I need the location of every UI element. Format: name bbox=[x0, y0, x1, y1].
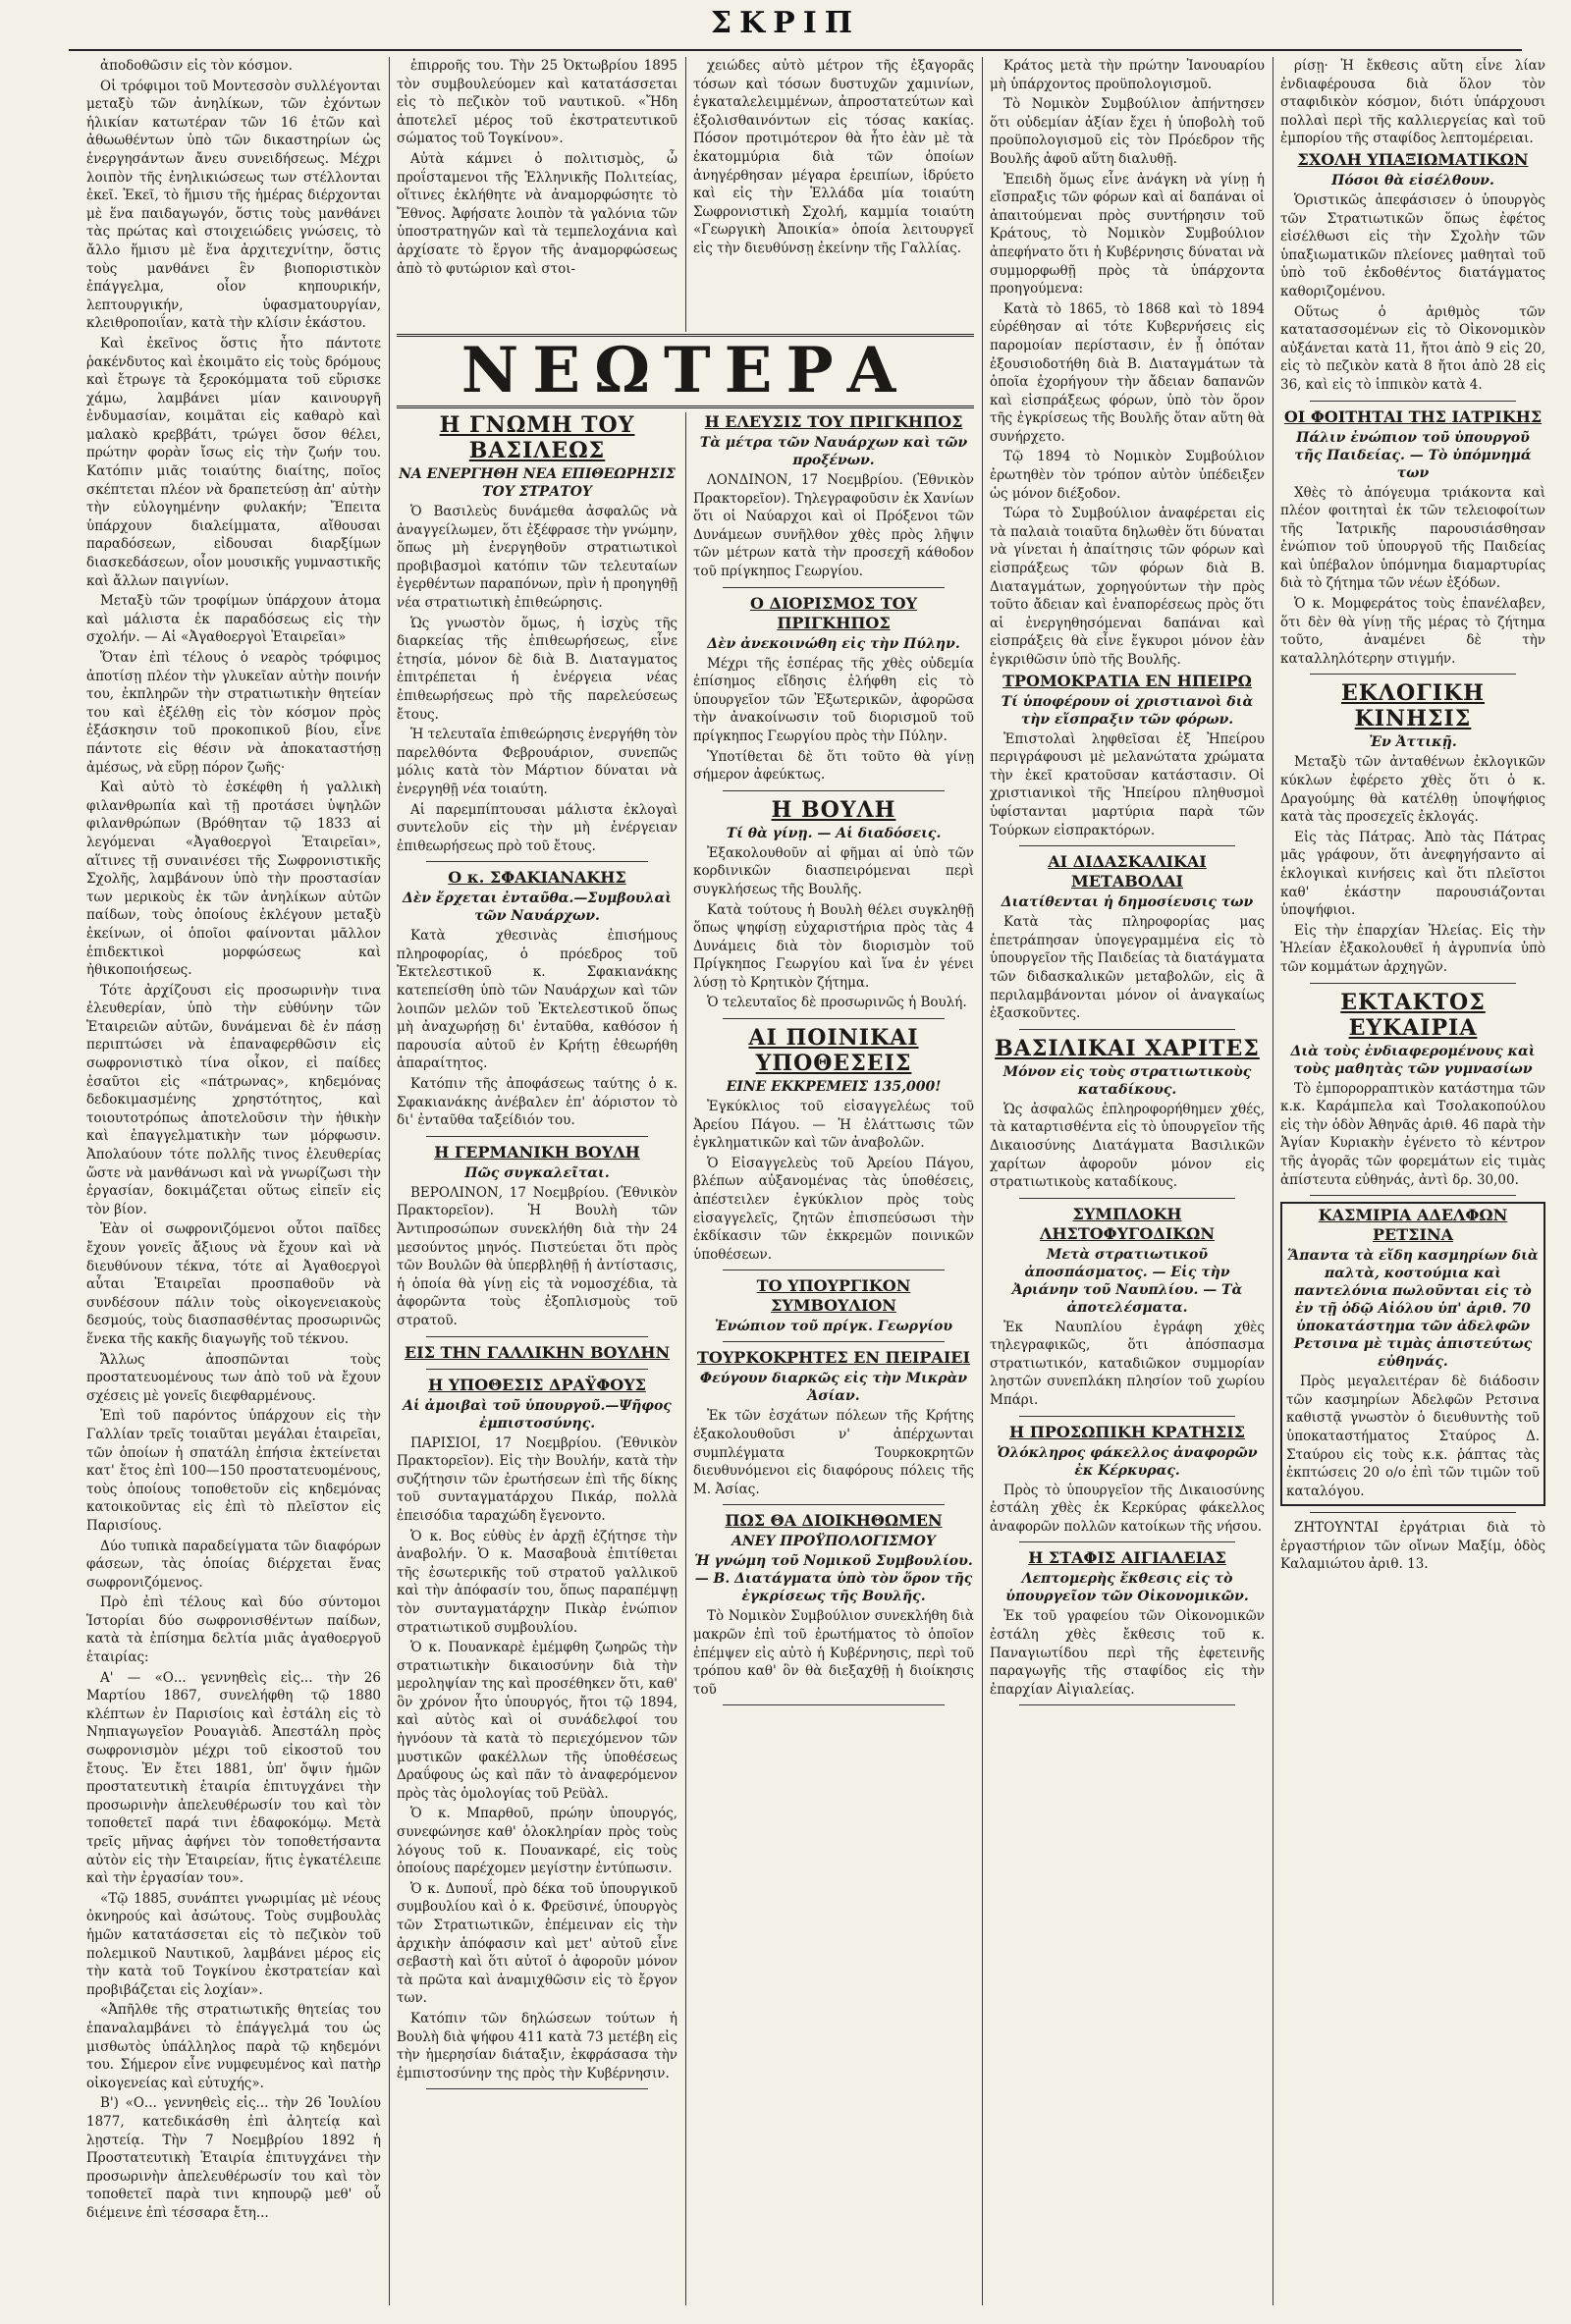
article-headline: ΒΑΣΙΛΙΚΑΙ ΧΑΡΙΤΕΣ bbox=[995, 1035, 1260, 1061]
article-poin bbox=[693, 1025, 974, 1264]
article-divider bbox=[723, 1018, 945, 1019]
article-divider bbox=[426, 1336, 648, 1337]
article-divider bbox=[1019, 845, 1235, 846]
paragraph: Τώρα τὸ Συμβούλιον ἀναφέρεται εἰς τὰ παλαιὰ τοιαῦτα δηλωθὲν ὅτι δύναται νὰ γίνεται ἡ ἀπαίτησις τῶν φόρων καὶ εἰσπράξεως τῶν φόρων διὰ Β. Διαταγμάτων, χορηγούντων τὴν πρὸς τοῦτο ἄδειαν καὶ ἐναπορέσεως πρὸς ὅτι αἱ ἐνεργηθησόμεναι δαπάναι καὶ εἰσπράξεις θὰ εἶνε ἔγκυροι μόνον ἐὰν ἐγκριθῶσιν ὑπὸ τῆς Βουλῆς. bbox=[990, 506, 1265, 668]
article-divider bbox=[723, 1704, 945, 1705]
paragraph: Μεταξὺ τῶν τροφίμων ὑπάρχουν ἀτομα καὶ μάλιστα ἐκ παραδόσεως εἰς τὴν σχολήν. — Αἱ «Ἀγαθοεργοὶ Ἑταιρεῖαι» bbox=[86, 593, 381, 646]
article-divider bbox=[1310, 401, 1516, 402]
article-paragraph: Ἐγκύκλιος τοῦ εἰσαγγελέως τοῦ Ἀρείου Πάγου. — Ἡ ἐλάττωσις τῶν ἐγκληματικῶν καὶ τῶν ἀναβολῶν. bbox=[693, 1099, 974, 1152]
paragraph: χειώδες αὐτὸ μέτρον τῆς ἐξαγορᾶς τόσων καὶ τόσων δυστυχῶν χαμινίων, ἐγκαταλελειμμένων, ἀπροστατεύτων καὶ ἐξολισθαινόντων εἰς τόσας κακίας. Πόσον προτιμότερον θὰ ἦτο ἐὰν μὲ τὰ ἑκατομμύρια διὰ τῶν ὁποίων ἀνηγέρθησαν μέγαρα ἐρειπίων, ἱδρύετο καὶ εἰς τὴν Ἑλλάδα μία τοιαύτη Σωφρονιστικὴ Σχολή, καμμία τοιαύτη «Γεωργικὴ Ἀποικία» ὁποία λειτουργεῖ εἰς τὴν διευθύνσῃ ἐκείνην τῆς Γαλλίας. bbox=[693, 58, 974, 256]
article-ekt bbox=[1280, 990, 1545, 1190]
article-headline: ΤΡΟΜΟΚΡΑΤΙΑ ΕΝ ΗΠΕΙΡΩ bbox=[1002, 671, 1252, 690]
article-paragraph: Εἰς τὰς Πάτρας. Ἀπὸ τὰς Πάτρας μᾶς γράφουν, ὅτι ἀνεφηγήσαντο αἱ ἐκλογικαὶ κινήσεις καὶ ὅτι πλεῖστοι καθ' ἑκάστην παρουσιάζονται ὑποψήφιοι. bbox=[1280, 829, 1545, 919]
article-vas bbox=[990, 1036, 1265, 1192]
article-subhead: Πάλιν ἐνώπιον τοῦ ὑπουργοῦ τῆς Παιδείας. — Τὸ ὑπόμνημά των bbox=[1294, 429, 1532, 481]
article-voul bbox=[693, 797, 974, 1012]
article-divider bbox=[426, 2088, 648, 2089]
article-subhead: Τί ὑποφέρουν οἱ χριστιανοὶ διὰ τὴν εἴσπραξιν τῶν φόρων. bbox=[1001, 693, 1254, 728]
article-paragraph: Ὡς γνωστὸν ὅμως, ἡ ἰσχὺς τῆς διαρκείας τῆς ἐπιθεωρήσεως, εἶνε ἐτησία, μόνον δὲ διὰ Β. Διαταγματος ἐπιτρέπεται ἡ ἐνέργεια νέας ἐπιθεωρήσεως πρὸ τῆς παρελεύσεως ἔτους. bbox=[397, 615, 677, 723]
article-divider bbox=[1019, 1416, 1235, 1417]
article-paragraph: Ὁ Εἰσαγγελεὺς τοῦ Ἀρείου Πάγου, βλέπων αὐξανομένας τὰς ὑποθέσεις, ἀπέστειλεν ἐγκύκλιον πρὸς τοὺς εἰσαγγελεῖς, ζητῶν ἐπισπεύσωσι τὴν ἐκδίκασιν τῶν ἐκκρεμῶν ποινικῶν ὑποθέσεων. bbox=[693, 1155, 974, 1263]
article-sympl bbox=[990, 1205, 1265, 1410]
article-headline: ΣΥΜΠΛΟΚΗ ΛΗΣΤΟΦΥΓΟΔΙΚΩΝ bbox=[1039, 1204, 1215, 1243]
article-headline: Ο ΔΙΟΡΙΣΜΟΣ ΤΟΥ ΠΡΙΓΚΗΠΟΣ bbox=[750, 593, 917, 632]
column-3-top bbox=[693, 57, 974, 332]
article-divider bbox=[1310, 983, 1516, 984]
article-paragraph: Ὁ κ. Βος εὑθὺς ἐν ἀρχῇ ἐζήτησε τὴν ἀναβολήν. Ὁ κ. Μασαβουὰ ἐπιτίθεται τῆς ἐσωτερικῆς τοῦ στρατοῦ γαλλικοῦ καὶ τὴν ἀπόφασίν του, ὅπως παραπέμψῃ τὸν συνταγματάρχην Πικὰρ ἐνώπιον στρατιωτικοῦ συμβουλίου. bbox=[397, 1528, 677, 1636]
article-headline: ΠΩΣ ΘΑ ΔΙΟΙΚΗΘΩΜΕΝ bbox=[725, 1511, 943, 1531]
article-headline: Η ΣΤΑΦΙΣ ΑΙΓΙΑΛΕΙΑΣ bbox=[1028, 1548, 1226, 1568]
article-subhead: Δὲν ἀνεκοινώθη εἰς τὴν Πύλην. bbox=[707, 635, 960, 652]
paragraph: Β') «Ο... γεννηθεὶς εἰς... τὴν 26 Ἰουλίου 1877, κατεδικάσθη ἐπὶ ἀλητείᾳ καὶ λῃστείᾳ. Τὴν 7 Νοεμβρίου 1892 ἡ Προστατευτικὴ Ἑταιρία ἐπιτυγχάνει τὴν προσωρινὴν ἀπελευθέρωσίν του καὶ τὸν τοποθετεῖ παρὰ τινι κηπουρῷ μεθ' οὗ διέμεινε ἐπὶ τέσσαρα ἔτη... bbox=[86, 2095, 381, 2221]
article-drey bbox=[397, 1376, 677, 2083]
paragraph: Πρὸ ἐπὶ τέλους καὶ δύο σύντομοι Ἱστορίαι δύο σωφρονισθέντων παίδων, κατὰ τὰ ἐπίσημα δελτία μιᾶς ἀγαθοεργοῦ ἑταιρίας: bbox=[86, 1594, 381, 1666]
article-trom bbox=[990, 672, 1265, 840]
article-symv bbox=[693, 1276, 974, 1335]
article-subhead: Διὰ τοὺς ἐνδιαφερομένους καὶ τοὺς μαθητὰς τῶν γυμνασίων bbox=[1290, 1043, 1536, 1077]
paragraph: Ὅταν ἐπὶ τέλους ὁ νεαρὸς τρόφιμος ἀποτίσῃ πλέον τὴν γλυκεῖαν αὐτὴν ποινήν του, ἐκπληρῶν τὴν στρατιωτικὴν θητείαν του καὶ ἐξέλθῃ εἰς τὸν κόσμον πρὸς ἐξάσκησιν τοῦ προκοπικοῦ βίου, εἶνε πάντοτε εἰς θέσιν νὰ ἀποκαταστήσῃ ἀμέσως, νὰ εὕρῃ πόρον ζωῆς· bbox=[86, 650, 381, 776]
paragraph: Ἄλλως ἀποσπῶνται τοὺς προστατευομένους των ἀπὸ τοῦ νὰ ἔχουν σχέσεις μὲ γονεῖς διεφθαρμένους. bbox=[86, 1351, 381, 1404]
article-sfak bbox=[397, 868, 677, 1130]
article-divider bbox=[426, 861, 648, 862]
paragraph: Κράτος μετὰ τὴν πρώτην Ἰανουαρίου μὴ ὑπάρχοντος προϋπολογισμοῦ. bbox=[990, 58, 1265, 92]
article-divider bbox=[1019, 1198, 1235, 1199]
column-3-news bbox=[693, 412, 974, 2305]
paragraph: Τότε ἀρχίζουσι εἰς προσωρινὴν τινα ἐλευθερίαν, ὑπὸ τὴν εὐθύνην τῶν Ἑταιρειῶν αὐτῶν, δυνάμεναι δὲ ἐν πάσῃ περιπτώσει νὰ ἐπαναφερθῶσιν εἰς σωφρονιστικὸ τίνα οἶκον, εἰ παίδες ἐσαῦτοι εἰς «πάτρωνας», κηδεμόνας δεδοκιμασμένης χρηστότητος, καὶ τοιουτοτρόπως ἀποτελοῦσιν τὴν ἠθικὴν καὶ ἐπαγγελματικὴν των μόρφωσιν. Ἀπολαύουν τότε πολλῆς τινος ἐλευθερίας ὥστε νὰ μανθάνωσι καὶ νὰ γνωρίζωσι τὴν ἐργασίαν, δοκιμάζεται οὕτως εἰπεῖν εἰς τὸν βίον. bbox=[86, 982, 381, 1217]
article-did bbox=[990, 852, 1265, 1023]
article-paragraph: Ὁ Βασιλεὺς δυνάμεθα ἀσφαλῶς νὰ ἀναγγείλωμεν, ὅτι ἐξέφρασε τὴν γνώμην, ὅπως μὴ ἐνεργηθοῦν στρατιωτικοὶ προβιβασμοὶ κατόπιν τῶν τελευταίων ἐγερθέντων παραπόνων, πρὶν ἡ προηγηθῇ νέα στρατιωτικὴ ἐπιθεώρησις. bbox=[397, 504, 677, 611]
article-subhead: ΑΝΕΥ ΠΡΟΫΠΟΛΟΓΙΣΜΟΥ bbox=[731, 1534, 936, 1550]
article-headline: Η ΓΝΩΜΗ ΤΟΥ ΒΑΣΙΛΕΩΣ bbox=[439, 412, 635, 463]
paragraph: Καὶ αὐτὸ τὸ ἐσκέφθη ἡ γαλλικὴ φιλανθρωπία καὶ τῇ προτάσει ὑψηλῶν φιλανθρώπων (Βρόθηταν τῷ 1833 αἱ λεγόμεναι «Ἀγαθοεργοὶ Ἑταιρεῖαι», αἵτινες τῇ συναινέσει τῆς Σωφρονιστικῆς Σχολῆς, λαμβάνουν ὑπὸ τὴν προστασίαν των μερικοὺς ἐκ τῶν ἀνηλίκων αὐτῶν παίδων, τοὺς ὁποίους ἐκλέγουν μεταξὺ ἐκείνων, οἱ ὁποῖοι φαίνονται μᾶλλον ἐπιδεκτικοὶ μορφώσεως καὶ ἠθικοποιήσεως. bbox=[86, 780, 381, 979]
article-paragraph: Χθὲς τὸ ἀπόγευμα τριάκοντα καὶ πλέον φοιτηταὶ ἐκ τῶν τελειοφοίτων τῆς Ἰατρικῆς παρουσιάσθησαν ἐνώπιον τοῦ ὑπουργοῦ τῆς Παιδείας καὶ ὑπέβαλον ὑπόμνημα διαμαρτυρίας διὰ τὸ ζήτημα τῶν νέων ἐξόδων. bbox=[1280, 484, 1545, 592]
article-paragraph: Κατὰ χθεσινὰς ἐπισήμους πληροφορίας, ὁ πρόεδρος τοῦ Ἐκτελεστικοῦ κ. Σφακιανάκης κατεπείσθη ὑπὸ τῶν Ναυάρχων καὶ τῶν λοιπῶν μελῶν τοῦ Ἐκτελεστικοῦ ὅπως μὴ ἀναχωρήσῃ δι' ἐνταῦθα, καθόσον ἡ παρουσία αὐτοῦ ἐν Κρήτῃ ἐθεωρήθη ἀπαραίτητος. bbox=[397, 928, 677, 1072]
article-paragraph: Οὕτως ὁ ἀριθμὸς τῶν κατατασσομένων εἰς τὸ Οἰκονομικὸν αὐξάνεται κατὰ 11, ἤτοι ἀπὸ 9 εἰς 20, εἰς τὸ πεζικὸν κατὰ 8 ἤτοι ἀπὸ 28 εἰς 36, καὶ εἰς τὸ ἱππικὸν κατὰ 4. bbox=[1280, 303, 1545, 393]
article-headline: ΕΚΤΑΚΤΟΣ ΕΥΚΑΙΡΙΑ bbox=[1340, 989, 1486, 1041]
article-headline: Η ΕΛΕΥΣΙΣ ΤΟΥ ΠΡΙΓΚΗΠΟΣ bbox=[704, 412, 963, 431]
article-subhead: Διατίθενται ἡ δημοσίευσις των bbox=[1001, 894, 1254, 911]
article-divider bbox=[723, 1504, 945, 1505]
article-headline: ΑΙ ΔΙΔΑΣΚΑΛΙΚΑΙ ΜΕΤΑΒΟΛΑΙ bbox=[1048, 852, 1207, 892]
article-subhead: Ὁλόκληρος φάκελλος ἀναφορῶν ἐκ Κέρκυρας. bbox=[997, 1444, 1258, 1479]
article-pros bbox=[990, 1423, 1265, 1537]
paragraph: «Ἀπῆλθε τῆς στρατιωτικῆς θητείας του ἐπαναλαμβάνει τὸ ἐπάγγελμά του ὡς μισθωτὸς ὑπάλληλος παρὰ τῷ κηδεμόνι του. Σήμερον εἶνε νυμφευμένος καὶ πατὴρ οἰκογενείας καὶ εὐτυχής». bbox=[86, 2002, 381, 2091]
article-subhead: Ἐνώπιον τοῦ πρίγκ. Γεωργίου bbox=[714, 1319, 953, 1335]
article-paragraph: Ὑποτίθεται δὲ ὅτι τοῦτο θὰ γίνῃ σήμερον ἀφεύκτως. bbox=[693, 748, 974, 784]
article-prig bbox=[693, 412, 974, 581]
banner-neotera: ΝΕΩΤΕΡΑ bbox=[397, 334, 974, 408]
article-tourk bbox=[693, 1348, 974, 1498]
classified-ad: ΖΗΤΟΥΝΤΑΙ ἐργάτριαι διὰ τὸ ἐργαστήριον τῶν οἴνων Μαξίμ, ὁδὸς Καλαμιώτου ἀριθ. 13. bbox=[1280, 1520, 1545, 1573]
paragraph: ἀποδοθῶσιν εἰς τὸν κόσμον. bbox=[100, 58, 293, 74]
article-headline: ΤΟ ΥΠΟΥΡΓΙΚΟΝ ΣΥΜΒΟΥΛΙΟΝ bbox=[756, 1276, 911, 1316]
article-subhead: Αἱ ἀμοιβαὶ τοῦ ὑπουργοῦ.—Ψῆφος ἐμπιστοσύνης. bbox=[403, 1397, 672, 1432]
article-paragraph: Μέχρι τῆς ἑσπέρας τῆς χθὲς οὐδεμία ἐπίσημος εἴδησις ἐλήφθη εἰς τὸ ὑπουργεῖον τῶν Ἐξωτερικῶν, ἀφορῶσα τὴν ἀνακοίνωσιν τοῦ διορισμοῦ τοῦ πρίγκηπος Γεωργίου πρὸς τὴν Πύλην. bbox=[693, 655, 974, 744]
article-headline: ΑΙ ΠΟΙΝΙΚΑΙ ΥΠΟΘΕΣΕΙΣ bbox=[748, 1025, 919, 1077]
article-paragraph: Πρὸς μεγαλειτέραν δὲ διάδοσιν τῶν κασμηρίων Ἀδελφῶν Ρετσινα καθιστᾷ γνωστὸν ὁ διευθυντὴς τοῦ ὑποκαταστήματος Σταύρος Δ. Σταύρου εἰς τοὺς κ.κ. ῥάπτας τὰς ἐκπτώσεις 20 ο/ο ἐπὶ τῶν τιμῶν τοῦ καταλόγου. bbox=[1286, 1374, 1540, 1499]
article-subhead: Δὲν ἔρχεται ἐνταῦθα.—Συμβουλαὶ τῶν Ναυάρχων. bbox=[402, 891, 673, 925]
article-divider bbox=[1019, 1029, 1235, 1030]
paragraph: Αὐτὰ κάμνει ὁ πολιτισμὸς, ὦ προΐσταμενοι τῆς Ἑλληνικῆς Πολιτείας, οἵτινες ἐκλήθητε νὰ ἀναμορφώσητε τὸ Ἔθνος. Ἀφήσατε λοιπὸν τὰ γαλόνια τῶν ὑποστρατηγῶν καὶ τὰ τεμπελοχάνια καὶ ἀρχίσατε τὸ ἔργον τῆς ἀναμορφώσεως ἀπὸ τὸ φυτώριον καὶ στοι- bbox=[397, 150, 677, 277]
article-paragraph: Ἐξακολουθοῦν αἱ φῆμαι αἱ ὑπὸ τῶν κορδινικῶν διασπειρόμεναι περὶ συγκλήσεως τῆς Βουλῆς. bbox=[693, 844, 974, 897]
article-headline: ΕΙΣ ΤΗΝ ΓΑΛΛΙΚΗΝ ΒΟΥΛΗΝ bbox=[404, 1342, 671, 1362]
article-paragraph: ΠΑΡΙΣΙΟΙ, 17 Νοεμβρίου. (Ἑθνικὸν Πρακτορεῖον). Εἰς τὴν Βουλήν, κατὰ τὴν συζήτησιν τῶν ἐρωτήσεων ἐπὶ τῆς δίκης τοῦ συνταγματάρχου Πικάρ, πολλὰ ἐπεισόδια ταραχώδη ἔγενοντο. bbox=[397, 1434, 677, 1524]
article-paragraph: Ὁ κ. Πουανκαρὲ ἐμέμφθη ζωηρῶς τὴν στρατιωτικὴν δικαιοσύνην διὰ τὴν μεροληψίαν της καὶ προσέθηκεν ὅτι, καθ' ὃν χρόνον ἦτο ὑπουργός, ἤτοι τῷ 1894, καὶ αὐτὸς καὶ οἱ συνάδελφοί του ἠγνόουν τὰ κατὰ τὸ περιεχόμενον τῶν μυστικῶν φακέλλων τῆς ὑποθέσεως Δραΰφους ὡς καὶ πᾶν τὸ ἀναφερόμενον πρὸς τὰς ὁμολογίας τοῦ Ρεϋὰλ. bbox=[397, 1640, 677, 1802]
column-divider bbox=[389, 57, 390, 2305]
article-subhead: Λεπτομερὴς ἔκθεσις εἰς τὸ ὑπουργεῖον τῶν Οἰκονομικῶν. bbox=[1005, 1571, 1249, 1605]
article-subhead: ΝΑ ΕΝΕΡΓΗΘΗ ΝΕΑ ΕΠΙΘΕΩΡΗΣΙΣ ΤΟΥ ΣΤΡΑΤΟΥ bbox=[399, 466, 676, 500]
article-paragraph: Τὸ ἐμπορορραπτικὸν κατάστημα τῶν κ.κ. Καράμπελα καὶ Τσολακοπούλου εἰς τὴν ὁδὸν Ἀθηνᾶς ἀριθ. 46 παρὰ τὴν Ἁγίαν Κυριακὴν ἐγένετο τὸ κέντρον τῆς ἀγορᾶς τῶν φορεμάτων εἰς τιμὰς ἀπίστευτα εὐθηνάς, ἀντὶ δρ. 30,00. bbox=[1280, 1080, 1545, 1188]
article-divider bbox=[1019, 1541, 1235, 1542]
article-foit bbox=[1280, 407, 1545, 669]
article-gnome bbox=[397, 412, 677, 855]
article-gall bbox=[397, 1343, 677, 1363]
paragraph: Δύο τυπικὰ παραδείγματα τῶν διαφόρων φάσεων, τὰς ὁποίας διέρχεται ἕνας σωφρονιζόμενος. bbox=[86, 1538, 381, 1591]
article-ekl bbox=[1280, 680, 1545, 976]
column-divider bbox=[982, 57, 983, 2305]
article-paragraph: ΒΕΡΟΛΙΝΟΝ, 17 Νοεμβρίου. (Ἑθνικὸν Πρακτορεῖον). Ἡ Βουλὴ τῶν Ἀντιπροσώπων συνεκλήθη διὰ τὴν 24 μεσούντος μηνός. Πιστεύεται ὅτι πρὸς τῶν Βουλῶν θὰ ὑπερβληθῇ ἡ ἀντίστασις, ἡ ὁποία θὰ γίνῃ εἰς τὰ νομοσχέδια, τὰ ἀφορῶντα τοὺς ἐξοπλισμοὺς τοῦ στρατοῦ. bbox=[397, 1184, 677, 1328]
article-headline: ΚΑΣΜΙΡΙΑ ΑΔΕΛΦΩΝ ΡΕΤΣΙΝΑ bbox=[1318, 1206, 1508, 1245]
article-paragraph: Εἰς τὴν ἐπαρχίαν Ἠλείας. Εἰς τὴν Ἠλείαν ἐξακολουθεῖ ἡ ἀγρυπνία ὑπὸ τῶν κομμάτων ἀρχηγῶν. bbox=[1280, 922, 1545, 975]
article-divider bbox=[1019, 1704, 1235, 1705]
article-paragraph: Ὁ κ. Δυπουΐ, πρὸ δέκα τοῦ ὑπουργικοῦ συμβουλίου καὶ ὁ κ. Φρεϋσινέ, ὑπουργὸς τῶν Στρατιωτικῶν, ἐπέμειναν εἰς τὴν ἀρχικὴν ἀπόφασιν καὶ μετ' αὐτοῦ εἶνε σεβαστὴ καὶ ὅτι αὐτοῖ ὁ ἀφοροῦν μόνον τὰ πρῶτα καὶ ἀναμιχθῶσιν εἰς τὸ ἔργον των. bbox=[397, 1880, 677, 2007]
article-subhead: Τὰ μέτρα τῶν Ναυάρχων καὶ τῶν προξένων. bbox=[699, 435, 968, 468]
article-headline: Η ΥΠΟΘΕΣΙΣ ΔΡΑΫΦΟΥΣ bbox=[428, 1375, 646, 1394]
article-subhead: Ἐν Ἀττικῇ. bbox=[1369, 734, 1457, 751]
article-divider bbox=[723, 587, 945, 588]
paragraph: ρίσῃ· Ἡ ἔκθεσις αὕτη εἶνε λίαν ἐνδιαφέρουσα διὰ ὅλον τὸν σταφιδικὸν κόσμον, διότι ὑπάρχουσι πολλαὶ περὶ τῆς καλλιεργείας καὶ τοῦ ἐμπορίου τῆς σταφίδος λεπτομέρειαι. bbox=[1280, 58, 1545, 147]
column-divider bbox=[685, 57, 686, 332]
article-staf bbox=[990, 1548, 1265, 1699]
masthead-rule bbox=[69, 49, 1522, 51]
article-headline: ΕΚΛΟΓΙΚΗ ΚΙΝΗΣΙΣ bbox=[1341, 680, 1485, 732]
article-divider bbox=[426, 1369, 648, 1370]
article-paragraph: Κατόπιν τῆς ἀποφάσεως ταύτης ὁ κ. Σφακιανάκης ἀνέβαλεν ἐπ' ἀόριστον τὸ δι' ἐνταῦθα ταξείδιόν του. bbox=[397, 1076, 677, 1129]
article-subhead: Πόσοι θὰ εἰσέλθουν. bbox=[1331, 172, 1494, 189]
article-headline: Ο κ. ΣΦΑΚΙΑΝΑΚΗΣ bbox=[448, 868, 626, 888]
article-headline: ΣΧΟΛΗ ΥΠΑΞΙΩΜΑΤΙΚΩΝ bbox=[1297, 149, 1529, 169]
paragraph: Καὶ ἐκεῖνος ὅστις ἦτο πάντοτε ῥακένδυτος καὶ ἐκοιμᾶτο εἰς τοὺς δρόμους καὶ ἔτρωγε τὰ ξεροκόμματα τοῦ εὕρισκε χάμω, λαμβάνει μίαν καινουργῆ ἐνδυμασίαν, κοιμᾶται εἰς καθαρὸ καὶ μαλακὸ κρεββάτι, τρώγει ὅσον θέλει, πρώτην φορὰν ἴσως εἰς τὴν ζωήν του. Κατόπιν μιᾶς τοιαύτης διαίτης, ποῖος σκέπτεται πλέον νὰ δραπετεύσῃ ἀπ' αὐτὴν τὴν εὐλογημένην φυλακήν; Ἔπειτα ὑπάρχουν διαλείμματα, αἴθουσαι παραδόσεων, εἰδουσαι διαρξίμων διασκεδάσεων, οἷον μουσικῆς γυμναστικῆς καὶ ἄλλων παιγνίων. bbox=[86, 335, 381, 589]
article-subhead: ΕΙΝΕ ΕΚΚΡΕΜΕΙΣ 135,000! bbox=[726, 1079, 942, 1096]
column-1 bbox=[86, 57, 381, 2305]
article-headline: Η ΠΡΟΣΩΠΙΚΗ ΚΡΑΤΗΣΙΣ bbox=[1009, 1422, 1245, 1441]
paragraph: ἐπιρροῆς του. Τὴν 25 Ὀκτωβρίου 1895 τὸν συμβουλεύομεν καὶ κατατάσσεται εἰς τὸ πεζικὸν τοῦ ναυτικοῦ. «Ἤδη ἀποτελεῖ μέρος τοῦ ἐκστρατευτικοῦ σώματος τοῦ Τογκίνου». bbox=[397, 58, 677, 147]
article-subhead: Μόνον εἰς τοὺς στρατιωτικοὺς καταδίκους. bbox=[1002, 1063, 1252, 1098]
article-dioik bbox=[693, 1511, 974, 1699]
paragraph: «Τῷ 1885, συνάπτει γνωριμίας μὲ νέους ὀκνηρούς καὶ ἀσώτους. Τοὺς συμβουλὰς ἡμῶν κατατάσσεται εἰς τὸ πεζικὸν τοῦ πολεμικοῦ Ναυτικοῦ, λαμβάνει μέρος εἰς τὴν κατὰ τοῦ Τογκίνου ἐκστρατείαν καὶ προβιβάζεται εἰς λοχίαν». bbox=[86, 1890, 381, 1998]
article-paragraph: Τὸ Νομικὸν Συμβούλιον συνεκλήθη διὰ μακρῶν ἐπὶ τοῦ ἐρωτήματος τὸ ὁποῖον ἐπέμψεν εἰς αὐτὸ ἡ Κυβέρνησις, περὶ τοῦ τρόπου καθ' ὃν θὰ διεξαχθῇ ἡ διοίκησις τοῦ bbox=[693, 1608, 974, 1698]
paragraph: Ἐπειδὴ ὅμως εἶνε ἀνάγκη νὰ γίνῃ ἡ εἴσπραξις τῶν φόρων καὶ αἱ δαπάναι οἱ ἀπαιτούμεναι πρὸς συντήρησιν τοῦ Κράτους, τὸ Νομικὸν Συμβούλιον ἀπεφήνατο ὅτι ἡ Κυβέρνησις δύναται νὰ συμμορφωθῇ πρὸς τὰ ὑπάρχοντα προηγούμενα: bbox=[990, 171, 1265, 297]
article-divider bbox=[1310, 1195, 1516, 1196]
article-headline: ΤΟΥΡΚΟΚΡΗΤΕΣ ΕΝ ΠΕΙΡΑΙΕΙ bbox=[697, 1348, 970, 1368]
article-paragraph: Πρὸς τὸ ὑπουργεῖον τῆς Δικαιοσύνης ἐστάλη χθὲς ἐκ Κερκύρας φάκελλος ἀναφορῶν πολλῶν κατοίκων τῆς νήσου. bbox=[990, 1482, 1265, 1535]
paragraph: Ἐπὶ τοῦ παρόντος ὑπάρχουν εἰς τὴν Γαλλίαν τρεῖς τοιαῦται μεγάλαι ἑταιρεῖαι, τῶν ὁποίων ἡ σπατάλη ἐπήσια ἐκτείνεται κατ' ἔτος ἐπὶ 100—150 προστατευομένους, τοὺς ὁποίους τοποθετοῦν εἰς κηδεμόνας κατοικοῦντας εἰς ἐπὶ τὸ πλεῖστον εἰς Παρισίους. bbox=[86, 1408, 381, 1534]
article-kasm bbox=[1280, 1202, 1545, 1506]
article-dior bbox=[693, 594, 974, 784]
paragraph: Οἱ τρόφιμοι τοῦ Μοντεσσὸν συλλέγονται μεταξὺ τῶν ἀνηλίκων, τῶν ἐχόντων ἡλικίαν κατωτέραν τῶν 16 ἐτῶν καὶ ἀθωωθέντων ὑπὸ τῶν δικαστηρίων ὡς ἐνεργησάντων ἄνευ συνειδήσεως. Μέχρι λοιπὸν τῆς ἐνηλικιώσεως των στέλλονται ἐκεῖ. Ἐκεῖ, τὸ ἥμισυ τῆς ἡμέρας διέρχονται μὲ ἕνα παιδαγωγόν, ὅστις τοὺς μανθάνει τὰς πρώτας καὶ στοιχειώδεις γνώσεις, τὸ ἄλλο ἥμισυ μὲ ἕνα ἀρχιτεχνίτην, ὅστις τοὺς μανθάνει ἓν βιοποριστικὸν ἐπάγγελμα, οἷον κηπουρικήν, λεπτουργικήν, ὑφασματουργίαν, κλειθροποιΐαν, κατὰ τὴν κλίσιν ἑκάστου. bbox=[86, 78, 381, 332]
article-divider bbox=[426, 1136, 648, 1137]
paragraph: Τὸ Νομικὸν Συμβούλιον ἀπήντησεν ὅτι οὐδεμίαν ἀξίαν ἔχει ἡ ὑποβολὴ τοῦ προϋπολογισμοῦ εἰς τὸν Πρόεδρον τῆς Βουλῆς ἀφοῦ αὕτη διαλυθῇ. bbox=[990, 96, 1265, 167]
column-5 bbox=[1280, 57, 1545, 2305]
article-paragraph: Ἐπιστολαὶ ληφθεῖσαι ἐξ Ἠπείρου περιγράφουσι μὲ μελανώτατα χρώματα τὴν ἐκεῖ κρατοῦσαν κατάστασιν. Οἱ χριστιανικοὶ τῆς Ἠπείρου πληθυσμοὶ ὑφίστανται μαρτύρια παρὰ τῶν Τούρκων εἰσπρακτόρων. bbox=[990, 730, 1265, 838]
masthead: ΣΚΡΙΠ bbox=[710, 6, 861, 40]
article-subhead: Πῶς συγκαλεῖται. bbox=[464, 1164, 610, 1181]
article-paragraph: Ἐκ τοῦ γραφείου τῶν Οἰκονομικῶν ἐστάλη χθὲς ἔκθεσις τοῦ κ. Παναγιωτίδου περὶ τῆς ἐφετεινῆς παραγωγῆς τῆς σταφίδος εἰς τὴν ἐπαρχίαν Αἰγιαλείας. bbox=[990, 1608, 1265, 1698]
article-divider bbox=[723, 1341, 945, 1342]
article-subhead: Μετὰ στρατιωτικοῦ ἀποσπάσματος. — Εἰς τὴν Ἀριάνην τοῦ Ναυπλίου. — Τὰ ἀποτελέσματα. bbox=[1011, 1246, 1243, 1316]
article-divider bbox=[1310, 1512, 1516, 1513]
article-headline: Η ΓΕΡΜΑΝΙΚΗ ΒΟΥΛΗ bbox=[434, 1142, 640, 1162]
paragraph: Κατὰ τὸ 1865, τὸ 1868 καὶ τὸ 1894 εὑρέθησαν αἱ τότε Κυβερνήσεις εἰς παρομοίαν περίστασιν, ἐν ᾗ ὁπόταν ἐξουσιοδοτήθη διὰ Β. Διαταγμάτων τὰ ὁποῖα ἐχορήγουν τὴν ἄδειαν δαπανῶν καὶ εἰσπράξεως φόρων, ὑπὸ τὸν ὅρον τῆς ἐγκρίσεως τῆς Βουλῆς ὅταν αὕτη θὰ συνήρχετο. bbox=[990, 300, 1265, 445]
article-sxol bbox=[1280, 150, 1545, 395]
article-germ bbox=[397, 1143, 677, 1330]
article-paragraph: Ὁ τελευταῖος δὲ προσωρινῶς ἡ Βουλή. bbox=[707, 995, 967, 1011]
article-subhead: Ἅπαντα τὰ εἴδη κασμηρίων διὰ παλτὰ, κοστούμια καὶ παντελόνια πωλοῦνται εἰς τὸ ἐν τῇ ὁδῷ Αἰόλου ὑπ' ἀριθ. 70 ὑποκατάστημα τῶν ἀδελφῶν Ρετσινα μὲ τιμὰς ἀπιστεύτως εὐθηνάς. bbox=[1287, 1248, 1539, 1371]
article-subhead: Ἡ γνώμη τοῦ Νομικοῦ Συμβουλίου. — Β. Διατάγματα ὑπὸ τὸν ὅρον τῆς ἐγκρίσεως τῆς Βουλῆς. bbox=[694, 1553, 973, 1605]
paragraph: Α' — «Ο... γεννηθεὶς εἰς... τὴν 26 Μαρτίου 1867, συνελήφθη τῷ 1880 κλέπτων ἐν Παρισίοις καὶ ἐστάλη εἰς τὸ Νηπιαγωγεῖον Ρουαγιὰδ. Ἀπεστάλη πρὸς σωφρονισμὸν μέχρι τοῦ εἰκοστοῦ του ἔτους. Ἐν ἔτει 1881, ὑπ' ὄψιν ἡμῶν προστατευτικὴ ἑταιρία ἐπιτυγχάνει τὴν προσωρινὴν ἀπελευθέρωσίν του καὶ τὸν τοποθετεῖ παρά τινι ἐδαφοκόμῳ. Μετὰ τρεῖς μῆνας ἀφήνει τὸν τοποθετήσαντα αὐτὸν εἰς τὴν Ἑταιρείαν, ἥτις ἐγκατέλειπε καὶ τὴν ἐργασίαν του». bbox=[86, 1669, 381, 1887]
article-paragraph: Ὁ κ. Μομφεράτος τοὺς ἐπανέλαβεν, ὅτι δὲν θὰ γίνῃ τῆς μέρας τὸ ζήτημα τοῦτο, ἀναμένει δὲ τὴν καταλληλότερην στιγμήν. bbox=[1280, 596, 1545, 667]
column-divider bbox=[685, 412, 686, 2305]
article-paragraph: ΛΟΝΔΙΝΟΝ, 17 Νοεμβρίου. (Ἑθνικὸν Πρακτορεῖον). Τηλεγραφοῦσιν ἐκ Χανίων ὅτι οἱ Ναύαρχοι καὶ οἱ Πρόξενοι τῶν Δυνάμεων συνῆλθον χθὲς πρὸς λῆψιν τῶν μέτρων κατὰ τὴν προσεχῆ κάθοδον τοῦ πρίγκηπος Γεωργίου. bbox=[693, 472, 974, 579]
article-headline: Η ΒΟΥΛΗ bbox=[771, 796, 896, 823]
article-paragraph: Μεταξὺ τῶν ἀνταθένων ἐκλογικῶν κύκλων ἐφέρετο χθὲς ὅτι ὁ κ. Δραγούμης θὰ κατέλθῃ ὑποψήφιος κατὰ τὰς προσεχεῖς ἐκλογάς. bbox=[1280, 754, 1545, 826]
article-paragraph: Κατόπιν τῶν δηλώσεων τούτων ἡ Βουλὴ διὰ ψήφου 411 κατὰ 73 μετέβη εἰς τὴν ἡμερησίαν διάταξιν, ἐκφράσασα τὴν ἐμπιστοσύνην της πρὸς τὴν Κυβέρνησιν. bbox=[397, 2010, 677, 2081]
article-paragraph: Ἐκ Ναυπλίου ἐγράφη χθὲς τηλεγραφικῶς, ὅτι ἀπόσπασμα στρατιωτικόν, καταδιῶκον συμμορίαν ληστῶν συνεπλάκη πλησίον τοῦ χωρίου Μπάρι. bbox=[990, 1319, 1265, 1409]
article-paragraph: Ἡ τελευταῖα ἐπιθεώρησις ἐνεργήθη τὸν παρελθόντα Φεβρουάριον, συνεπῶς μόλις κατὰ τὸν Μάρτιον δύναται νὰ ἐνεργηθῇ νέα τοιαύτη. bbox=[397, 727, 677, 797]
article-paragraph: Ὁ κ. Μπαρθοῦ, πρώην ὑπουργός, συνεφώνησε καθ' ὁλοκληρίαν πρὸς τοὺς λόγους τοῦ κ. Πουανκαρέ, εἰς τοὺς ὁποίους παρέχομεν μεγίστην ἐντύπωσιν. bbox=[397, 1806, 677, 1877]
article-paragraph: Κατὰ τὰς πληροφορίας μας ἑπετράπησαν ὑπογεγραμμένα εἰς τὸ ὑπουργεῖον τῆς Παιδείας τὰ διατάγματα τῶν διδασκαλικῶν μεταβολῶν, εἰς ἃ περιλαμβάνονται μόνον οἱ ἀναγκαίως ἐξασκοῦντες. bbox=[990, 914, 1265, 1022]
article-paragraph: Κατὰ τούτους ἡ Βουλὴ θέλει συγκληθῇ ὅπως ψηφίσῃ εὐχαριστήρια πρὸς τὰς 4 Δυνάμεις διὰ τὸν διορισμὸν τοῦ Πρίγκηπος Γεωργίου καὶ ἵνα ἐν γένει λύσῃ τὸ Κρητικὸν ζήτημα. bbox=[693, 901, 974, 991]
article-paragraph: Ἐκ τῶν ἐσχάτων πόλεων τῆς Κρήτης ἐξακολουθοῦσι ν' ἀπέρχωνται συμπλέγματα Τουρκοκρητῶν διευθυνόμενοι εἰς διαφόρους πόλεις τῆς Μ. Ἀσίας. bbox=[693, 1408, 974, 1497]
article-paragraph: Αἱ παρεμπίπτουσαι μάλιστα ἐκλογαὶ συντελοῦν εἰς τὴν μὴ ἐνέργειαν ἐπιθεωρήσεως πρὸ τοῦ ἔτους. bbox=[397, 801, 677, 854]
article-divider bbox=[723, 790, 945, 791]
article-paragraph: Ὁριστικῶς ἀπεφάσισεν ὁ ὑπουργὸς τῶν Στρατιωτικῶν ὅπως ἐφέτος εἰσέλθωσι εἰς τὴν Σχολὴν τῶν ὑπαξιωματικῶν πλείονες μαθηταὶ τοῦ ὑπὸ τοῦ ἐκδοθέντος διατάγματος καθοριζομένου. bbox=[1280, 191, 1545, 299]
column-2-news bbox=[397, 412, 677, 2305]
article-subhead: Φεύγουν διαρκῶς εἰς τὴν Μικρὰν Ἀσίαν. bbox=[699, 1371, 968, 1405]
paragraph: Ἐὰν οἱ σωφρονιζόμενοι οὗτοι παῖδες ἔχουν γονεῖς ἄξιους νὰ ἔχουν καὶ νὰ διευθύνουν τέκνα, τότε αἱ Ἀγαθοεργοὶ αὗται Ἑταιρεῖαι προσπαθοῦν νὰ συνδέσουν πάλιν τοὺς οἰκογενειακοὺς δεσμούς, τοὺς διασπασθέντας προσωρινῶς ἕνεκα τῆς κακῆς διαγωγῆς τοῦ τέκνου. bbox=[86, 1221, 381, 1347]
article-paragraph: Ὡς ἀσφαλῶς ἐπληροφορήθημεν χθές, τὰ καταρτισθέντα εἰς τὸ ὑπουργεῖον τῆς Δικαιοσύνης Διατάγματα Βασιλικῶν χαρίτων ἀφοροῦν μόνον εἰς στρατιωτικοὺς καταδίκους. bbox=[990, 1101, 1265, 1191]
paragraph: Τῷ 1894 τὸ Νομικὸν Συμβούλιον ἐρωτηθὲν τὸν τρόπον αὐτὸν ὑπέδειξεν ὡς μόνον διέξοδον. bbox=[990, 449, 1265, 502]
article-subhead: Τί θὰ γίνῃ. — Αἱ διαδόσεις. bbox=[726, 825, 942, 841]
column-4 bbox=[990, 57, 1265, 2305]
article-divider bbox=[1310, 674, 1516, 675]
column-2-top bbox=[397, 57, 677, 332]
article-headline: ΟΙ ΦΟΙΤΗΤΑΙ ΤΗΣ ΙΑΤΡΙΚΗΣ bbox=[1283, 406, 1543, 426]
